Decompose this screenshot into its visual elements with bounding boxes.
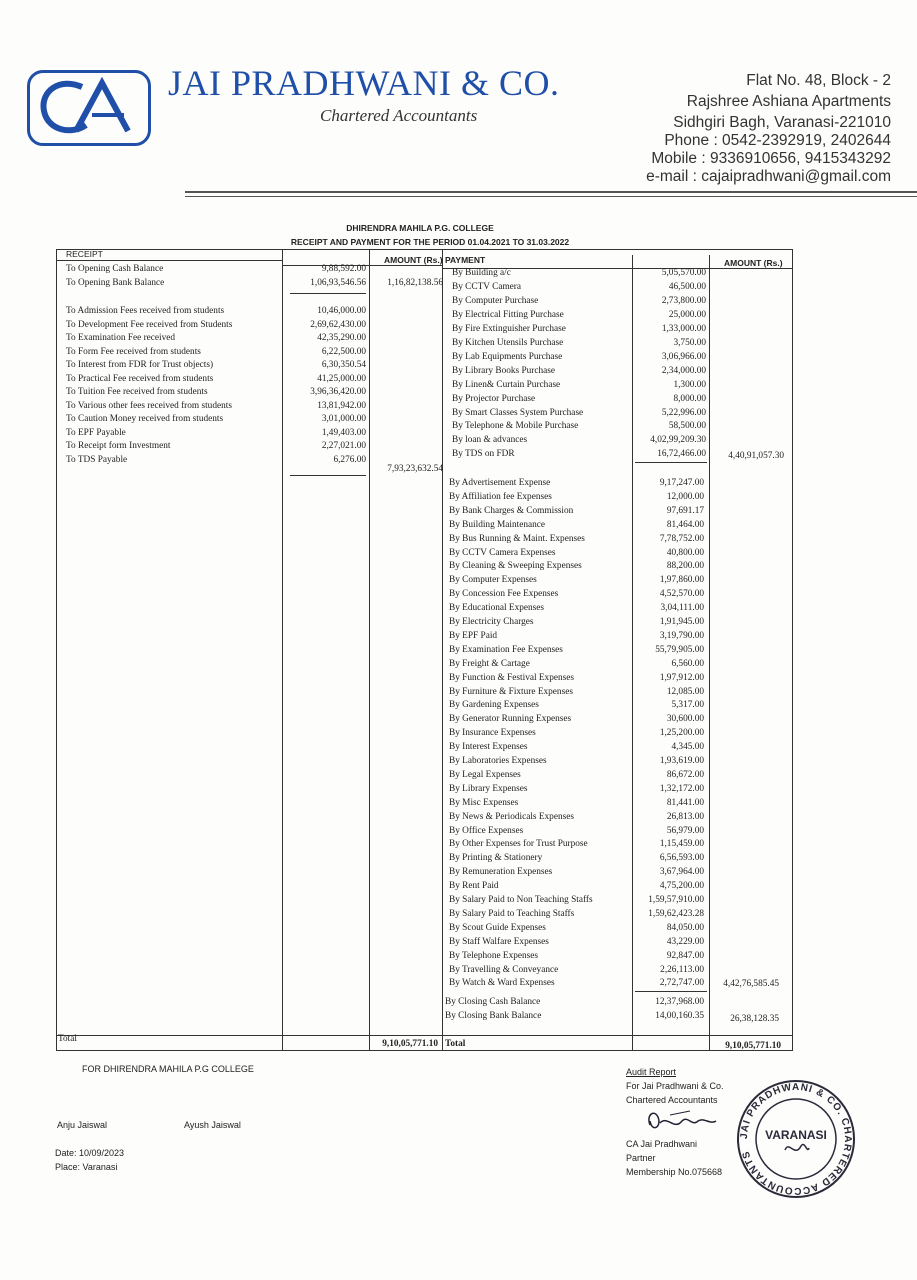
- audit-firm-line: Chartered Accountants: [626, 1095, 718, 1105]
- payment-row-label: By Library Expenses: [449, 783, 528, 794]
- payment-row-label: By Affiliation fee Expenses: [449, 491, 552, 502]
- receipt-row-amount: 42,35,290.00: [317, 333, 366, 343]
- payment-row-label: By Fire Extinguisher Purchase: [452, 323, 566, 334]
- receipt-row-amount: 6,30,350.54: [321, 360, 366, 370]
- payment-row-label: By Office Expenses: [449, 825, 524, 836]
- payment-row-amount: 12,085.00: [666, 686, 704, 697]
- total-amount: 9,10,05,771.10: [382, 1039, 438, 1049]
- payment-row-label: By Other Expenses for Trust Purpose: [449, 839, 588, 850]
- total-amount: 9,10,05,771.10: [725, 1041, 781, 1051]
- payment-row-label: By Telephone Expenses: [449, 950, 539, 961]
- payment-row-label: By Building Maintenance: [449, 519, 546, 530]
- subtotal-amount: 1,16,82,138.56: [387, 278, 443, 288]
- payment-row-label: By Gardening Expenses: [449, 700, 539, 711]
- subtotal-amount: 4,40,91,057.30: [728, 451, 784, 461]
- payment-row-amount: 8,000.00: [673, 393, 706, 404]
- receipt-row-label: To Examination Fee received: [66, 333, 176, 343]
- payment-row-amount: 5,317.00: [671, 700, 704, 711]
- receipt-row-label: To EPF Payable: [66, 427, 126, 438]
- payment-row-label: By Salary Paid to Teaching Staffs: [449, 908, 575, 919]
- payment-row-amount: 40,800.00: [666, 547, 704, 558]
- ca-logo-icon: [30, 73, 148, 143]
- payment-row-amount: 4,345.00: [671, 742, 704, 753]
- receipt-row-amount: 10,46,000.00: [317, 306, 366, 316]
- svg-text:JAI PRADHWANI & CO. CHARTERED: JAI PRADHWANI & CO. CHARTERED ACCOUNTANTS: [738, 1081, 854, 1197]
- payment-row-amount: 1,25,200.00: [659, 728, 704, 739]
- signatory-name: Anju Jaiswal: [57, 1120, 108, 1130]
- payment-row-label: By Misc Expenses: [449, 797, 519, 808]
- statement-title: DHIRENDRA MAHILA P.G. COLLEGE: [346, 223, 494, 233]
- payment-row-amount: 1,300.00: [673, 379, 706, 390]
- payment-row-label: By Kitchen Utensils Purchase: [452, 337, 564, 348]
- payment-row-amount: 55,79,905.00: [655, 644, 704, 655]
- table-rule: [632, 255, 633, 1050]
- table-rule: [56, 249, 57, 1050]
- payment-row-label: By CCTV Camera Expenses: [449, 547, 556, 558]
- payment-row-label: By Advertisement Expense: [449, 478, 551, 488]
- payment-row-label: By News & Periodicals Expenses: [449, 811, 574, 822]
- statement-subtitle: RECEIPT AND PAYMENT FOR THE PERIOD 01.04.2021 TO 31.03.2022: [290, 237, 570, 247]
- firm-address-line: Rajshree Ashiana Apartments: [686, 93, 891, 110]
- payment-row-amount: 12,37,968.00: [655, 997, 704, 1007]
- payment-row-label: By Smart Classes System Purchase: [452, 407, 584, 418]
- report-date: Date: 10/09/2023: [55, 1148, 125, 1158]
- payment-header: PAYMENT: [445, 255, 486, 265]
- payment-row-label: By Examination Fee Expenses: [449, 644, 563, 655]
- payment-row-label: By Lab Equipments Purchase: [452, 351, 563, 362]
- payment-row-amount: 81,441.00: [666, 797, 704, 808]
- payment-row-amount: 4,52,570.00: [659, 589, 704, 600]
- payment-row-amount: 97,691.17: [666, 505, 704, 516]
- payment-row-amount: 3,67,964.00: [659, 867, 704, 878]
- receipt-row-amount: 9,88,592.00: [321, 264, 366, 274]
- payment-row-amount: 84,050.00: [666, 922, 704, 933]
- college-signature-caption: FOR DHIRENDRA MAHILA P.G COLLEGE: [82, 1064, 254, 1074]
- receipt-row-amount: 2,27,021.00: [321, 441, 366, 451]
- payment-row-label: By Closing Bank Balance: [445, 1011, 542, 1021]
- payment-row-label: By Closing Cash Balance: [445, 997, 541, 1007]
- table-rule: [282, 249, 283, 1050]
- payment-row-amount: 5,22,996.00: [661, 407, 706, 418]
- payment-row-label: By Freight & Cartage: [449, 658, 530, 669]
- receipt-row-label: To Development Fee received from Students: [66, 319, 233, 330]
- seal-city: VARANASI: [765, 1128, 827, 1142]
- table-rule: [709, 255, 710, 1050]
- receipt-row-label: To Practical Fee received from students: [66, 373, 214, 384]
- payment-row-amount: 92,847.00: [666, 950, 704, 961]
- payment-row-amount: 46,500.00: [668, 281, 706, 292]
- payment-row-amount: 6,560.00: [671, 658, 704, 669]
- payment-row-label: By Interest Expenses: [449, 742, 528, 753]
- payment-row-label: By Library Books Purchase: [452, 365, 556, 376]
- signature-icon: [640, 1105, 730, 1137]
- subtotal-rule: [290, 475, 366, 476]
- payment-row-label: By EPF Paid: [449, 630, 498, 641]
- payment-row-label: By CCTV Camera: [452, 281, 522, 292]
- payment-row-amount: 1,59,62,423.28: [648, 908, 704, 919]
- payment-row-amount: 86,672.00: [666, 769, 704, 780]
- audit-report-title: Audit Report: [626, 1067, 677, 1077]
- payment-row-label: By Remuneration Expenses: [449, 867, 553, 878]
- amount-header: AMOUNT (Rs.): [724, 258, 783, 268]
- payment-row-label: By Linen& Curtain Purchase: [452, 379, 561, 390]
- payment-row-amount: 6,56,593.00: [659, 853, 704, 864]
- payment-row-amount: 16,72,466.00: [657, 449, 706, 460]
- subtotal-amount: 26,38,128.35: [730, 1014, 779, 1024]
- firm-name: JAI PRADHWANI & CO.: [168, 63, 560, 103]
- firm-mobile: Mobile : 9336910656, 9415343292: [651, 150, 891, 167]
- payment-row-label: By Bank Charges & Commission: [449, 505, 574, 516]
- table-rule: [442, 249, 443, 1050]
- firm-tagline: Chartered Accountants: [320, 106, 478, 125]
- payment-row-label: By Scout Guide Expenses: [449, 922, 546, 933]
- payment-row-amount: 2,34,000.00: [661, 365, 706, 376]
- receipt-row-label: To Receipt form Investment: [66, 441, 171, 451]
- payment-row-label: By Electrical Fitting Purchase: [452, 309, 564, 320]
- payment-row-amount: 1,15,459.00: [659, 839, 704, 850]
- payment-row-amount: 7,78,752.00: [659, 533, 704, 544]
- payment-row-label: By Salary Paid to Non Teaching Staffs: [449, 895, 593, 905]
- payment-row-label: By Electricity Charges: [449, 617, 534, 627]
- subtotal-amount: 7,93,23,632.54: [387, 464, 443, 474]
- payment-row-amount: 4,75,200.00: [659, 881, 704, 892]
- ca-name: CA Jai Pradhwani: [626, 1139, 698, 1149]
- receipt-row-label: To Opening Cash Balance: [66, 264, 164, 274]
- payment-row-amount: 3,19,790.00: [659, 630, 704, 641]
- receipt-row-amount: 6,276.00: [333, 454, 366, 465]
- payment-row-label: By Concession Fee Expenses: [449, 589, 559, 600]
- payment-row-amount: 5,05,570.00: [661, 268, 706, 278]
- firm-logo: [27, 70, 151, 146]
- firm-phone: Phone : 0542-2392919, 2402644: [664, 132, 891, 149]
- payment-row-label: By Computer Expenses: [449, 575, 537, 586]
- total-label: Total: [58, 1034, 77, 1044]
- receipt-row-label: To Interest from FDR for Trust objects): [66, 360, 214, 370]
- receipt-row-label: To Opening Bank Balance: [66, 278, 165, 288]
- membership-number: Membership No.075668: [626, 1167, 723, 1177]
- payment-row-amount: 1,91,945.00: [659, 617, 704, 627]
- amount-header: AMOUNT (Rs.): [384, 255, 443, 265]
- receipt-row-label: To Admission Fees received from students: [66, 306, 225, 316]
- payment-row-label: By Generator Running Expenses: [449, 714, 572, 725]
- header-rule: [185, 196, 917, 197]
- payment-row-amount: 26,813.00: [666, 811, 704, 822]
- audit-firm-line: For Jai Pradhwani & Co.: [626, 1081, 724, 1091]
- payment-row-amount: 1,59,57,910.00: [648, 895, 704, 905]
- payment-row-label: By Laboratories Expenses: [449, 756, 547, 766]
- payment-row-amount: 1,97,860.00: [659, 575, 704, 586]
- header-rule: [185, 191, 917, 193]
- payment-row-label: By loan & advances: [452, 435, 528, 446]
- receipt-row-amount: 13,81,942.00: [317, 400, 366, 411]
- payment-row-label: By Staff Walfare Expenses: [449, 936, 549, 947]
- receipt-header: RECEIPT: [66, 249, 103, 259]
- payment-row-amount: 1,97,912.00: [659, 672, 704, 683]
- report-place: Place: Varanasi: [55, 1162, 118, 1172]
- receipt-row-label: To Various other fees received from students: [66, 400, 232, 411]
- total-label: Total: [445, 1039, 466, 1049]
- table-rule: [56, 1035, 793, 1036]
- payment-row-amount: 9,17,247.00: [659, 478, 704, 488]
- receipt-row-label: To TDS Payable: [66, 454, 128, 465]
- payment-row-amount: 1,33,000.00: [661, 323, 706, 334]
- payment-row-amount: 88,200.00: [666, 561, 704, 572]
- receipt-row-amount: 1,06,93,546.56: [310, 278, 366, 288]
- payment-row-amount: 2,72,747.00: [659, 978, 704, 989]
- payment-row-amount: 2,26,113.00: [660, 964, 704, 975]
- receipt-row-label: To Form Fee received from students: [66, 346, 201, 357]
- table-rule: [56, 249, 793, 250]
- receipt-row-amount: 3,01,000.00: [321, 414, 366, 424]
- receipt-row-amount: 41,25,000.00: [317, 373, 366, 384]
- payment-row-amount: 3,06,966.00: [661, 351, 706, 362]
- payment-row-amount: 25,000.00: [668, 309, 706, 320]
- payment-row-amount: 43,229.00: [666, 936, 704, 947]
- payment-row-label: By Building a/c: [452, 268, 511, 278]
- payment-row-label: By Insurance Expenses: [449, 728, 536, 739]
- payment-row-amount: 1,93,619.00: [659, 756, 704, 766]
- receipt-row-amount: 3,96,36,420.00: [310, 387, 366, 397]
- payment-row-label: By Rent Paid: [449, 881, 499, 892]
- receipt-row-amount: 1,49,403.00: [321, 427, 366, 438]
- receipt-row-amount: 6,22,500.00: [321, 346, 366, 357]
- table-rule: [792, 249, 793, 1050]
- firm-address-line: Flat No. 48, Block - 2: [746, 72, 891, 89]
- payment-row-amount: 4,02,99,209.30: [650, 435, 706, 446]
- payment-row-amount: 2,73,800.00: [661, 295, 706, 306]
- ca-role: Partner: [626, 1153, 656, 1163]
- subtotal-rule: [290, 293, 366, 294]
- payment-row-label: By Legal Expenses: [449, 769, 521, 780]
- payment-row-amount: 12,000.00: [666, 491, 704, 502]
- payment-row-amount: 58,500.00: [668, 421, 706, 432]
- payment-row-label: By TDS on FDR: [452, 449, 515, 460]
- payment-row-label: By Telephone & Mobile Purchase: [452, 421, 579, 432]
- payment-row-label: By Projector Purchase: [452, 393, 536, 404]
- firm-address-line: Sidhgiri Bagh, Varanasi-221010: [673, 114, 891, 131]
- payment-row-label: By Cleaning & Sweeping Expenses: [449, 561, 582, 572]
- payment-row-label: By Furniture & Fixture Expenses: [449, 686, 573, 697]
- subtotal-amount: 4,42,76,585.45: [723, 979, 779, 989]
- payment-row-label: By Watch & Ward Expenses: [449, 978, 555, 989]
- payment-row-label: By Function & Festival Expenses: [449, 672, 574, 683]
- payment-row-label: By Educational Expenses: [449, 603, 545, 614]
- receipt-row-label: To Tuition Fee received from students: [66, 387, 208, 397]
- payment-row-amount: 3,750.00: [673, 337, 706, 348]
- payment-row-label: By Bus Running & Maint. Expenses: [449, 533, 585, 544]
- table-rule: [369, 249, 370, 1050]
- payment-row-amount: 14,00,160.35: [655, 1011, 704, 1021]
- signatory-name: Ayush Jaiswal: [184, 1120, 241, 1130]
- firm-seal: [735, 1078, 857, 1200]
- payment-row-label: By Travelling & Conveyance: [449, 964, 559, 975]
- payment-row-label: By Computer Purchase: [452, 295, 539, 306]
- receipt-row-amount: 2,69,62,430.00: [310, 319, 366, 330]
- payment-row-amount: 81,464.00: [666, 519, 704, 530]
- payment-row-amount: 1,32,172.00: [659, 783, 704, 794]
- payment-row-amount: 30,600.00: [666, 714, 704, 725]
- firm-email: e-mail : cajaipradhwani@gmail.com: [646, 168, 891, 185]
- receipt-row-label: To Caution Money received from students: [66, 414, 224, 424]
- payment-row-label: By Printing & Stationery: [449, 853, 543, 864]
- payment-row-amount: 56,979.00: [666, 825, 704, 836]
- payment-row-amount: 3,04,111.00: [660, 603, 704, 614]
